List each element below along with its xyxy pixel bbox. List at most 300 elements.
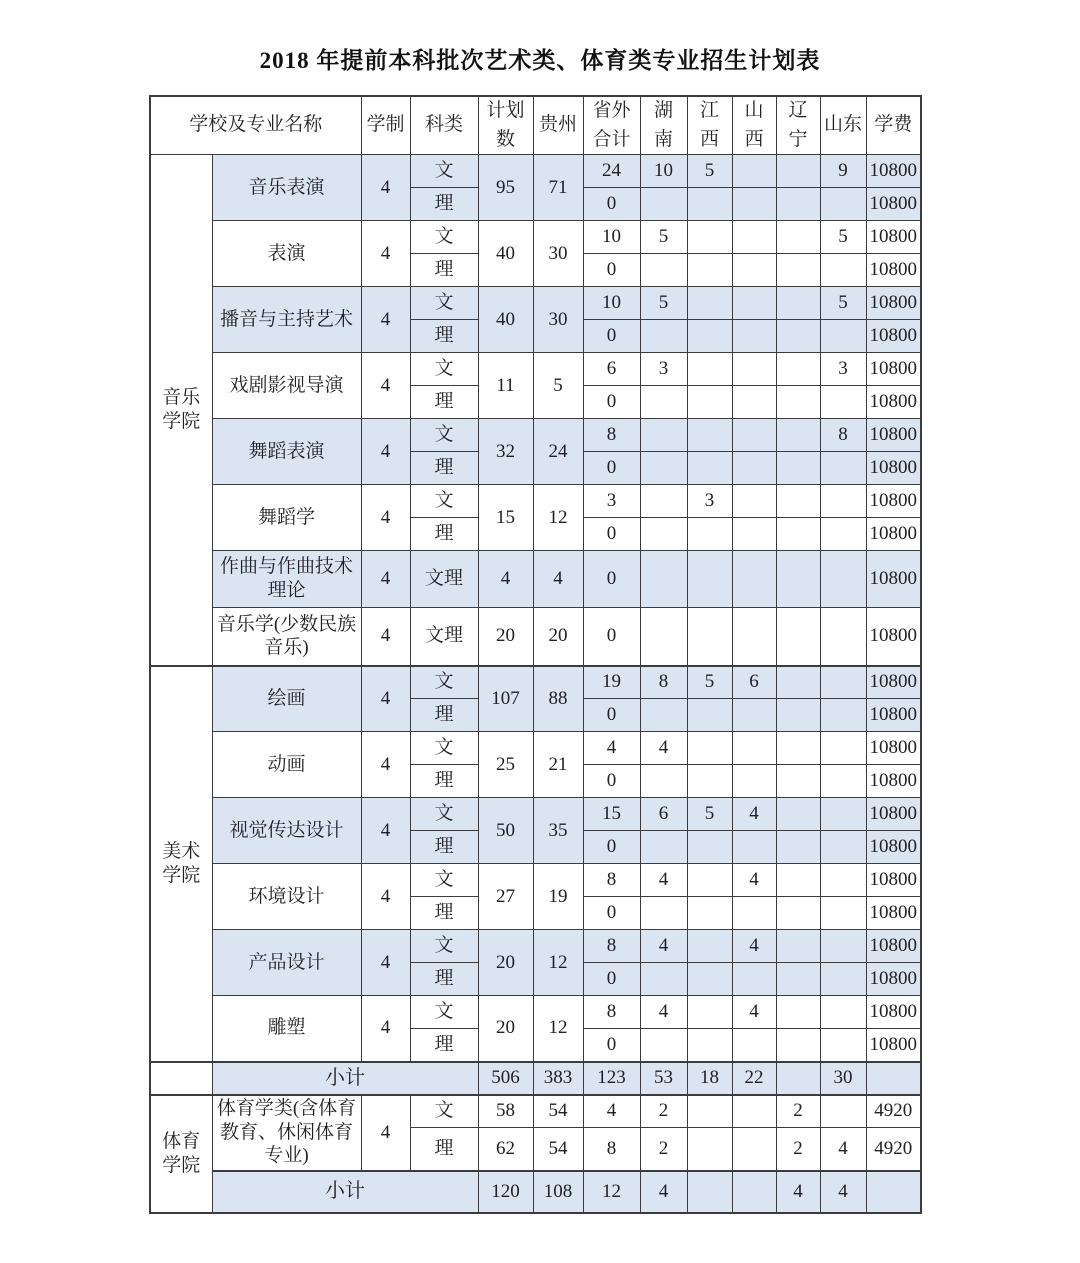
cell-hunan [640,419,687,452]
cell-category: 理 [410,320,478,353]
cell-out-total: 0 [583,1029,640,1062]
header-duration: 学制 [361,96,410,155]
header-row [150,96,921,155]
cell-tuition: 10800 [866,608,921,666]
cell-jiangxi [687,1171,732,1213]
cell-duration: 4 [361,1095,410,1171]
cell-out-total: 0 [583,699,640,732]
cell-hunan: 8 [640,666,687,699]
cell-shanxi [732,1128,776,1171]
cell-duration: 4 [361,551,410,608]
cell-jiangxi [687,254,732,287]
cell-out-total: 10 [583,221,640,254]
header-school-major: 学校及专业名称 [150,96,361,155]
cell-shanxi [732,188,776,221]
header-shanxi: 山西 [732,96,776,155]
cell-guizhou: 35 [533,798,583,864]
cell-jiangxi [687,353,732,386]
cell-category: 文 [410,732,478,765]
cell-tuition: 4920 [866,1095,921,1128]
cell-shandong [820,996,866,1029]
cell-jiangxi [687,518,732,551]
cell-shandong: 5 [820,287,866,320]
cell-out-total: 8 [583,1128,640,1171]
cell-hunan: 4 [640,996,687,1029]
cell-subtotal-label: 小计 [212,1171,478,1213]
cell-shanxi [732,831,776,864]
cell-jiangxi [687,897,732,930]
cell-shanxi [732,608,776,666]
cell-shandong [820,666,866,699]
cell-duration: 4 [361,732,410,798]
cell-out-total: 123 [583,1062,640,1095]
cell-shandong [820,254,866,287]
cell-hunan: 3 [640,353,687,386]
cell-shanxi [732,732,776,765]
cell-shanxi: 4 [732,864,776,897]
cell-guizhou: 54 [533,1128,583,1171]
cell-major: 播音与主持艺术 [212,287,361,353]
cell-plan: 95 [478,155,533,221]
cell-plan: 120 [478,1171,533,1213]
cell-liaoning [776,798,820,831]
cell-hunan [640,765,687,798]
cell-shandong [820,188,866,221]
cell-jiangxi [687,608,732,666]
cell-jiangxi [687,864,732,897]
cell-tuition: 10800 [866,320,921,353]
cell-shanxi [732,386,776,419]
cell-category: 理 [410,254,478,287]
cell-category: 文 [410,353,478,386]
cell-major: 舞蹈表演 [212,419,361,485]
cell-major: 雕塑 [212,996,361,1062]
cell-liaoning [776,765,820,798]
cell-jiangxi [687,419,732,452]
cell-hunan [640,551,687,608]
cell-out-total: 0 [583,188,640,221]
cell-tuition: 10800 [866,353,921,386]
cell-major: 动画 [212,732,361,798]
cell-shandong [820,765,866,798]
cell-jiangxi [687,1029,732,1062]
cell-major: 视觉传达设计 [212,798,361,864]
enrollment-table [149,95,922,1214]
cell-out-total: 3 [583,485,640,518]
cell-out-total: 0 [583,831,640,864]
cell-tuition: 10800 [866,798,921,831]
cell-duration: 4 [361,798,410,864]
cell-jiangxi [687,221,732,254]
cell-tuition: 10800 [866,452,921,485]
cell-tuition: 10800 [866,386,921,419]
cell-guizhou: 12 [533,930,583,996]
cell-hunan: 6 [640,798,687,831]
cell-out-total: 0 [583,765,640,798]
cell-plan: 20 [478,608,533,666]
cell-shanxi [732,221,776,254]
header-jiangxi: 江西 [687,96,732,155]
table-row [150,996,921,1029]
cell-jiangxi: 5 [687,155,732,188]
cell-duration: 4 [361,666,410,732]
cell-plan: 506 [478,1062,533,1095]
subtotal-row-sport [150,1171,921,1213]
cell-category: 文 [410,666,478,699]
cell-jiangxi: 5 [687,666,732,699]
cell-tuition: 10800 [866,732,921,765]
cell-out-total: 10 [583,287,640,320]
cell-shandong: 8 [820,419,866,452]
cell-plan: 107 [478,666,533,732]
cell-major: 绘画 [212,666,361,732]
cell-shandong [820,320,866,353]
cell-out-total: 8 [583,930,640,963]
table-row [150,155,921,188]
cell-liaoning [776,452,820,485]
cell-hunan [640,699,687,732]
cell-shandong: 30 [820,1062,866,1095]
cell-out-total: 0 [583,452,640,485]
cell-out-total: 15 [583,798,640,831]
cell-shandong [820,551,866,608]
cell-shanxi [732,963,776,996]
cell-liaoning [776,1062,820,1095]
cell-liaoning [776,897,820,930]
cell-category: 理 [410,452,478,485]
cell-shandong [820,386,866,419]
cell-category: 文 [410,419,478,452]
cell-shanxi [732,551,776,608]
cell-shanxi [732,353,776,386]
cell-guizhou: 108 [533,1171,583,1213]
cell-shanxi [732,452,776,485]
cell-category: 文 [410,221,478,254]
cell-plan: 32 [478,419,533,485]
cell-plan: 62 [478,1128,533,1171]
cell-shanxi [732,155,776,188]
cell-major: 产品设计 [212,930,361,996]
cell-shanxi [732,897,776,930]
table-row [150,1095,921,1128]
cell-duration: 4 [361,221,410,287]
cell-liaoning [776,551,820,608]
cell-shandong [820,897,866,930]
cell-hunan [640,518,687,551]
cell-major: 舞蹈学 [212,485,361,551]
subtotal-row-art [150,1062,921,1095]
cell-jiangxi [687,1128,732,1171]
cell-tuition: 10800 [866,765,921,798]
cell-shandong: 5 [820,221,866,254]
cell-out-total: 19 [583,666,640,699]
cell-category: 文 [410,798,478,831]
table-row [150,419,921,452]
cell-jiangxi [687,996,732,1029]
table-row [150,551,921,608]
cell-liaoning [776,608,820,666]
table-row [150,287,921,320]
cell-liaoning [776,485,820,518]
cell-plan: 15 [478,485,533,551]
cell-jiangxi [687,287,732,320]
cell-shandong [820,963,866,996]
cell-shandong [820,1029,866,1062]
cell-plan: 50 [478,798,533,864]
cell-shandong [820,518,866,551]
cell-hunan: 4 [640,1171,687,1213]
cell-hunan [640,897,687,930]
cell-duration: 4 [361,485,410,551]
cell-category: 文理 [410,551,478,608]
cell-shanxi [732,287,776,320]
cell-category: 理 [410,1029,478,1062]
cell-hunan [640,188,687,221]
cell-major: 体育学类(含体育教育、休闲体育专业) [212,1095,361,1171]
cell-hunan [640,254,687,287]
table-row [150,732,921,765]
cell-shandong [820,831,866,864]
cell-plan: 11 [478,353,533,419]
table-row [150,485,921,518]
cell-subtotal-label: 小计 [212,1062,478,1095]
cell-hunan: 10 [640,155,687,188]
cell-plan: 40 [478,221,533,287]
page-title: 2018 年提前本科批次艺术类、体育类专业招生计划表 [259,48,821,73]
header-liaoning: 辽宁 [776,96,820,155]
cell-liaoning: 4 [776,1171,820,1213]
cell-tuition: 4920 [866,1128,921,1171]
cell-shanxi [732,419,776,452]
cell-guizhou: 5 [533,353,583,419]
cell-liaoning [776,930,820,963]
cell-tuition: 10800 [866,930,921,963]
cell-guizhou: 19 [533,864,583,930]
cell-shandong [820,608,866,666]
cell-shandong: 4 [820,1128,866,1171]
cell-hunan: 53 [640,1062,687,1095]
cell-jiangxi [687,452,732,485]
cell-duration: 4 [361,930,410,996]
cell-shanxi: 6 [732,666,776,699]
cell-jiangxi [687,963,732,996]
cell-tuition: 10800 [866,485,921,518]
cell-duration: 4 [361,608,410,666]
cell-category: 文 [410,996,478,1029]
cell-shanxi [732,1029,776,1062]
cell-guizhou: 21 [533,732,583,798]
cell-out-total: 8 [583,419,640,452]
cell-jiangxi [687,831,732,864]
cell-duration: 4 [361,287,410,353]
cell-tuition [866,1062,921,1095]
cell-shanxi [732,518,776,551]
cell-tuition: 10800 [866,996,921,1029]
cell-out-total: 0 [583,320,640,353]
cell-liaoning [776,353,820,386]
cell-liaoning [776,155,820,188]
cell-duration: 4 [361,996,410,1062]
cell-jiangxi: 18 [687,1062,732,1095]
cell-category: 文 [410,155,478,188]
cell-liaoning [776,831,820,864]
cell-jiangxi [687,765,732,798]
cell-liaoning [776,254,820,287]
cell-tuition: 10800 [866,188,921,221]
cell-plan: 4 [478,551,533,608]
cell-jiangxi [687,732,732,765]
cell-out-total: 4 [583,732,640,765]
cell-tuition: 10800 [866,666,921,699]
cell-out-total: 6 [583,353,640,386]
cell-jiangxi [687,551,732,608]
cell-tuition: 10800 [866,897,921,930]
header-shandong: 山东 [820,96,866,155]
cell-tuition: 10800 [866,221,921,254]
cell-tuition: 10800 [866,551,921,608]
cell-out-total: 0 [583,386,640,419]
cell-shanxi [732,254,776,287]
cell-category: 文 [410,485,478,518]
header-guizhou: 贵州 [533,96,583,155]
cell-guizhou: 71 [533,155,583,221]
cell-shandong [820,699,866,732]
cell-out-total: 12 [583,1171,640,1213]
cell-tuition: 10800 [866,254,921,287]
cell-tuition: 10800 [866,155,921,188]
cell-shandong [820,452,866,485]
cell-major: 戏剧影视导演 [212,353,361,419]
cell-empty [150,1062,212,1095]
cell-out-total: 8 [583,996,640,1029]
cell-shanxi [732,1171,776,1213]
cell-major: 音乐学(少数民族音乐) [212,608,361,666]
header-tuition: 学费 [866,96,921,155]
cell-tuition: 10800 [866,699,921,732]
cell-out-total: 0 [583,518,640,551]
cell-shanxi: 22 [732,1062,776,1095]
cell-jiangxi [687,930,732,963]
cell-guizhou: 24 [533,419,583,485]
cell-hunan [640,608,687,666]
cell-tuition: 10800 [866,831,921,864]
cell-guizhou: 30 [533,221,583,287]
cell-shanxi: 4 [732,930,776,963]
cell-jiangxi: 5 [687,798,732,831]
cell-shandong [820,1095,866,1128]
cell-plan: 20 [478,996,533,1062]
cell-school-sport: 体育学院 [150,1095,212,1213]
header-out-total: 省外合计 [583,96,640,155]
table-row [150,798,921,831]
cell-shanxi [732,320,776,353]
cell-out-total: 0 [583,897,640,930]
header-plan: 计划数 [478,96,533,155]
cell-category: 文 [410,864,478,897]
cell-shanxi: 4 [732,798,776,831]
cell-category: 理 [410,1128,478,1171]
cell-category: 理 [410,518,478,551]
cell-hunan [640,963,687,996]
cell-out-total: 24 [583,155,640,188]
cell-hunan [640,320,687,353]
cell-shanxi [732,485,776,518]
cell-guizhou: 30 [533,287,583,353]
cell-liaoning: 2 [776,1095,820,1128]
cell-plan: 27 [478,864,533,930]
cell-shandong [820,864,866,897]
cell-tuition: 10800 [866,419,921,452]
cell-out-total: 0 [583,254,640,287]
cell-out-total: 8 [583,864,640,897]
cell-hunan: 4 [640,732,687,765]
cell-jiangxi [687,1095,732,1128]
cell-shandong: 4 [820,1171,866,1213]
cell-category: 文 [410,930,478,963]
cell-tuition: 10800 [866,287,921,320]
table-row [150,608,921,666]
table-row [150,221,921,254]
table-row [150,666,921,699]
cell-major: 音乐表演 [212,155,361,221]
cell-guizhou: 20 [533,608,583,666]
cell-liaoning [776,419,820,452]
cell-hunan [640,452,687,485]
cell-plan: 25 [478,732,533,798]
cell-liaoning [776,1029,820,1062]
cell-shandong: 9 [820,155,866,188]
cell-shandong: 3 [820,353,866,386]
cell-guizhou: 4 [533,551,583,608]
cell-tuition: 10800 [866,963,921,996]
cell-jiangxi [687,320,732,353]
cell-guizhou: 88 [533,666,583,732]
cell-guizhou: 12 [533,485,583,551]
cell-duration: 4 [361,155,410,221]
cell-shanxi [732,765,776,798]
cell-hunan: 5 [640,287,687,320]
cell-jiangxi: 3 [687,485,732,518]
cell-liaoning [776,732,820,765]
cell-hunan [640,485,687,518]
cell-guizhou: 12 [533,996,583,1062]
table-row [150,353,921,386]
cell-category: 理 [410,963,478,996]
cell-hunan: 2 [640,1128,687,1171]
cell-out-total: 0 [583,608,640,666]
cell-shanxi: 4 [732,996,776,1029]
cell-shanxi [732,699,776,732]
cell-major: 环境设计 [212,864,361,930]
cell-shandong [820,485,866,518]
cell-liaoning [776,221,820,254]
cell-category: 文理 [410,608,478,666]
cell-tuition [866,1171,921,1213]
cell-liaoning [776,996,820,1029]
header-category: 科类 [410,96,478,155]
cell-hunan: 4 [640,864,687,897]
cell-plan: 20 [478,930,533,996]
cell-category: 理 [410,765,478,798]
cell-hunan [640,1029,687,1062]
cell-category: 理 [410,699,478,732]
cell-hunan: 5 [640,221,687,254]
cell-shandong [820,930,866,963]
header-hunan: 湖南 [640,96,687,155]
cell-plan: 40 [478,287,533,353]
cell-tuition: 10800 [866,518,921,551]
cell-liaoning [776,963,820,996]
